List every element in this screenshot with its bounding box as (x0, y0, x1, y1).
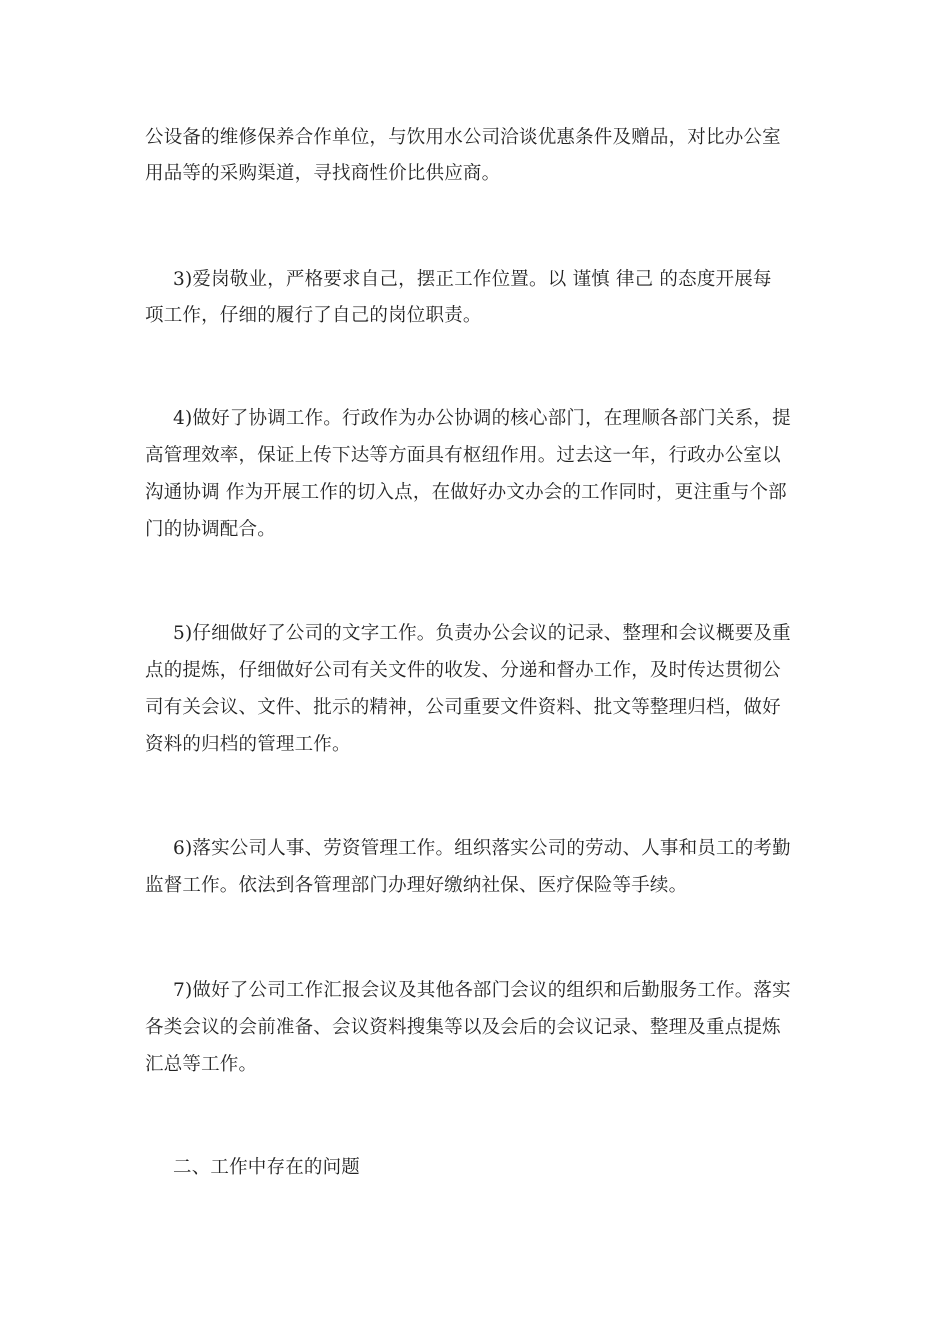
paragraph-line: 各类会议的会前准备、会议资料搜集等以及会后的会议记录、整理及重点提炼 (145, 1017, 781, 1038)
section-heading: 二、工作中存在的问题 (173, 1157, 361, 1178)
paragraph-line: 3)爱岗敬业，严格要求自己，摆正工作位置。以 谨慎 律己 的态度开展每 (173, 269, 772, 290)
paragraph-line: 点的提炼，仔细做好公司有关文件的收发、分递和督办工作，及时传达贯彻公 (145, 660, 781, 681)
paragraph-line: 汇总等工作。 (145, 1054, 258, 1075)
paragraph-line: 6)落实公司人事、劳资管理工作。组织落实公司的劳动、人事和员工的考勤 (173, 838, 791, 859)
paragraph-line: 公设备的维修保养合作单位，与饮用水公司洽谈优惠条件及赠品，对比办公室 (145, 127, 781, 148)
paragraph-line: 司有关会议、文件、批示的精神，公司重要文件资料、批文等整理归档，做好 (145, 697, 781, 718)
paragraph-line: 7)做好了公司工作汇报会议及其他各部门会议的组织和后勤服务工作。落实 (173, 980, 791, 1001)
paragraph-line: 门的协调配合。 (145, 519, 276, 540)
paragraph-line: 沟通协调 作为开展工作的切入点，在做好办文办会的工作同时，更注重与个部 (145, 482, 787, 503)
paragraph-line: 项工作，仔细的履行了自己的岗位职责。 (145, 305, 482, 326)
paragraph-line: 用品等的采购渠道，寻找商性价比供应商。 (145, 163, 501, 184)
paragraph-line: 高管理效率，保证上传下达等方面具有枢纽作用。过去这一年，行政办公室以 (145, 445, 781, 466)
paragraph-line: 4)做好了协调工作。行政作为办公协调的核心部门，在理顺各部门关系，提 (173, 408, 791, 429)
paragraph-line: 5)仔细做好了公司的文字工作。负责办公会议的记录、整理和会议概要及重 (173, 623, 791, 644)
paragraph-line: 资料的归档的管理工作。 (145, 734, 351, 755)
paragraph-line: 监督工作。依法到各管理部门办理好缴纳社保、医疗保险等手续。 (145, 875, 688, 896)
